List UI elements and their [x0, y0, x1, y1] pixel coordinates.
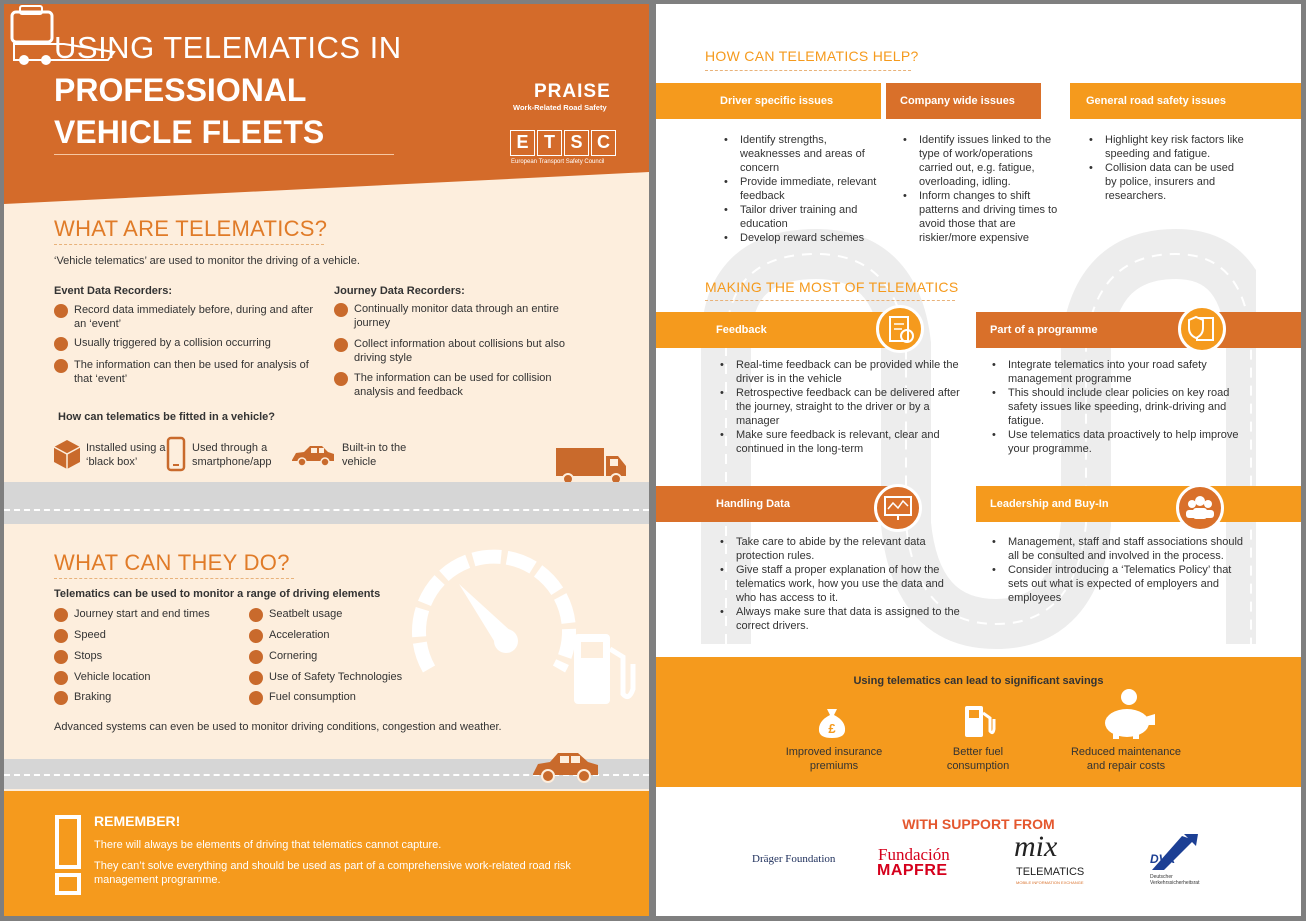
journey-item: Collect information about collisions but also driving style	[334, 337, 584, 365]
list-item: • Identify issues linked to the type of work/operations carried out, e.g. fatigue, overloading, idling.	[899, 133, 1064, 189]
help-underline	[705, 70, 911, 71]
saving-insurance: Improved insurance premiums	[785, 746, 883, 772]
most-heading: MAKING THE MOST OF TELEMATICS	[705, 279, 959, 295]
left-page	[4, 4, 649, 916]
savings-title: Using telematics can lead to significant savings	[853, 675, 1104, 687]
list-item: • Consider introducing a ‘Telematics Policy’ that sets out what is expected of employers and employees	[988, 563, 1253, 605]
monitor-item: Use of Safety Technologies	[249, 670, 402, 684]
svg-text:£: £	[828, 721, 836, 736]
list-item: • Give staff a proper explanation of how the telematics work, how you use the data and who has access to it.	[716, 563, 966, 605]
list-item: • Take care to abide by the relevant data protection rules.	[716, 535, 966, 563]
remember-title: REMEMBER!	[94, 813, 181, 829]
programme-shield-icon	[1178, 305, 1226, 353]
what-do-sub: Telematics can be used to monitor a range of driving elements	[54, 588, 381, 600]
speedometer-fuel-icon	[409, 539, 639, 719]
list-item: • Retrospective feedback can be delivered after the journey, straight to the driver or by a manager	[716, 386, 966, 428]
journey-title: Journey Data Recorders:	[334, 285, 465, 297]
savings-panel	[656, 657, 1301, 787]
saving-fuel: Better fuel consumption	[946, 746, 1010, 772]
right-page	[656, 4, 1301, 916]
etsc-tagline: European Transport Safety Council	[511, 159, 605, 165]
tab-general-issues: General road safety issues	[1070, 83, 1301, 119]
support-heading: WITH SUPPORT FROM	[902, 816, 1055, 832]
road-lane-marking	[4, 509, 649, 511]
monitor-item: Seatbelt usage	[249, 607, 342, 621]
praise-wordmark: PRAISE	[534, 81, 611, 102]
tab-company-issues: Company wide issues	[886, 83, 1041, 119]
title-line-1: USING TELEMATICS IN	[54, 30, 402, 65]
etsc-letter: S	[564, 130, 589, 156]
drager-logo: Dräger Foundation	[752, 853, 836, 865]
feedback-list	[716, 358, 966, 456]
header-banner	[4, 4, 649, 234]
remember-panel	[4, 791, 649, 916]
monitor-item: Acceleration	[249, 628, 330, 642]
monitor-item: Cornering	[249, 649, 317, 663]
etsc-logo	[510, 130, 616, 156]
title-line-3: VEHICLE FLEETS	[54, 114, 325, 150]
event-item: Record data immediately before, during and after an ‘event’	[54, 303, 324, 331]
list-item: • Integrate telematics into your road safety management programme	[988, 358, 1248, 386]
list-item: • Develop reward schemes	[720, 231, 880, 245]
list-item: • Highlight key risk factors like speeding and fatigue.	[1085, 133, 1245, 161]
list-item: • Management, staff and staff associations should all be consulted and involved in the process.	[988, 535, 1253, 563]
leadership-tab: Leadership and Buy-In	[976, 486, 1301, 522]
what-are-underline	[54, 244, 324, 245]
list-item: • Identify strengths, weaknesses and areas of concern	[720, 133, 880, 175]
list-item: • This should include clear policies on key road safety issues like speeding, drink-driving and fatigue.	[988, 386, 1248, 428]
feedback-report-icon	[876, 305, 924, 353]
mix-telematics-label: TELEMATICS	[1016, 866, 1085, 878]
event-item: Usually triggered by a collision occurring	[54, 336, 324, 350]
general-issues-list	[1085, 133, 1245, 203]
list-item: • Use telematics data proactively to help improve your programme.	[988, 428, 1248, 456]
title-line-2: PROFESSIONAL	[54, 72, 307, 108]
fit-builtin: Built-in to the vehicle	[342, 442, 407, 468]
list-item: • Always make sure that data is assigned to the correct drivers.	[716, 605, 966, 633]
programme-tab: Part of a programme	[976, 312, 1301, 348]
remember-line-1: There will always be elements of driving that telematics cannot capture.	[94, 839, 442, 851]
fitted-question: How can telematics be fitted in a vehicle?	[58, 411, 276, 423]
smartphone-icon	[166, 436, 186, 472]
black-box-icon	[53, 438, 81, 470]
company-issues-list	[899, 133, 1064, 245]
small-car-icon	[530, 748, 602, 784]
what-are-intro: ‘Vehicle telematics’ are used to monitor the driving of a vehicle.	[54, 255, 360, 267]
praise-tagline: Work-Related Road Safety	[513, 103, 607, 112]
event-title: Event Data Recorders:	[54, 285, 172, 297]
leadership-list	[988, 535, 1253, 605]
etsc-letter: C	[591, 130, 616, 156]
dvr-tagline: Deutscher Verkehrssicherheitsrat	[1150, 874, 1200, 886]
what-do-heading: WHAT CAN THEY DO?	[54, 550, 290, 575]
most-underline	[705, 300, 955, 301]
handling-tab: Handling Data	[656, 486, 906, 522]
dvr-wordmark: DVR	[1150, 852, 1176, 866]
exclamation-icon	[54, 815, 82, 895]
feedback-tab: Feedback	[656, 312, 906, 348]
group-people-icon	[1176, 484, 1224, 532]
money-bag-icon	[816, 703, 848, 739]
tab-driver-issues: Driver specific issues	[656, 83, 881, 119]
list-item: • Inform changes to shift patterns and driving times to avoid those that are riskier/more expensive	[899, 189, 1064, 245]
event-item: The information can then be used for analysis of that ‘event’	[54, 358, 324, 386]
monitor-item: Fuel consumption	[249, 690, 356, 704]
fit-smartphone: Used through a smartphone/app	[192, 442, 272, 468]
list-item: • Collision data can be used by police, insurers and researchers.	[1085, 161, 1245, 203]
monitor-item: Speed	[54, 628, 106, 642]
list-item: • Real-time feedback can be provided while the driver is in the vehicle	[716, 358, 966, 386]
driver-issues-list	[720, 133, 880, 245]
title-underline	[54, 154, 394, 155]
mix-logo: mix	[1014, 830, 1058, 863]
monitor-item: Braking	[54, 690, 111, 704]
handling-list	[716, 535, 966, 633]
advanced-note: Advanced systems can even be used to monitor driving conditions, congestion and weather.	[54, 721, 502, 733]
car-icon	[290, 444, 336, 468]
mapfre-logo: MAPFRE	[877, 862, 948, 879]
data-chart-icon	[874, 484, 922, 532]
praise-logo-icon	[4, 4, 119, 94]
journey-item: The information can be used for collision analysis and feedback	[334, 371, 584, 399]
piggy-bank-icon	[1099, 687, 1159, 739]
remember-line-2: They can’t solve everything and should be used as part of a comprehensive work-related road risk management programme.	[94, 860, 571, 886]
monitor-item: Journey start and end times	[54, 607, 210, 621]
mix-tagline: MOBILE INFORMATION EXCHANGE	[1016, 880, 1084, 885]
fit-black-box: Installed using a ‘black box’	[86, 442, 166, 468]
what-are-heading: WHAT ARE TELEMATICS?	[54, 216, 328, 241]
programme-list	[988, 358, 1248, 456]
list-item: • Tailor driver training and education	[720, 203, 880, 231]
fuel-pump-icon	[962, 703, 996, 739]
list-item: • Make sure feedback is relevant, clear and continued in the long-term	[716, 428, 966, 456]
monitor-item: Vehicle location	[54, 670, 150, 684]
what-do-underline	[54, 578, 294, 579]
journey-item: Continually monitor data through an entire journey	[334, 302, 584, 330]
saving-maintenance: Reduced maintenance and repair costs	[1070, 746, 1182, 772]
etsc-letter: E	[510, 130, 535, 156]
etsc-letter: T	[537, 130, 562, 156]
monitor-item: Stops	[54, 649, 102, 663]
help-heading: HOW CAN TELEMATICS HELP?	[705, 48, 919, 64]
fundacion-logo: Fundación	[878, 845, 950, 864]
list-item: • Provide immediate, relevant feedback	[720, 175, 880, 203]
